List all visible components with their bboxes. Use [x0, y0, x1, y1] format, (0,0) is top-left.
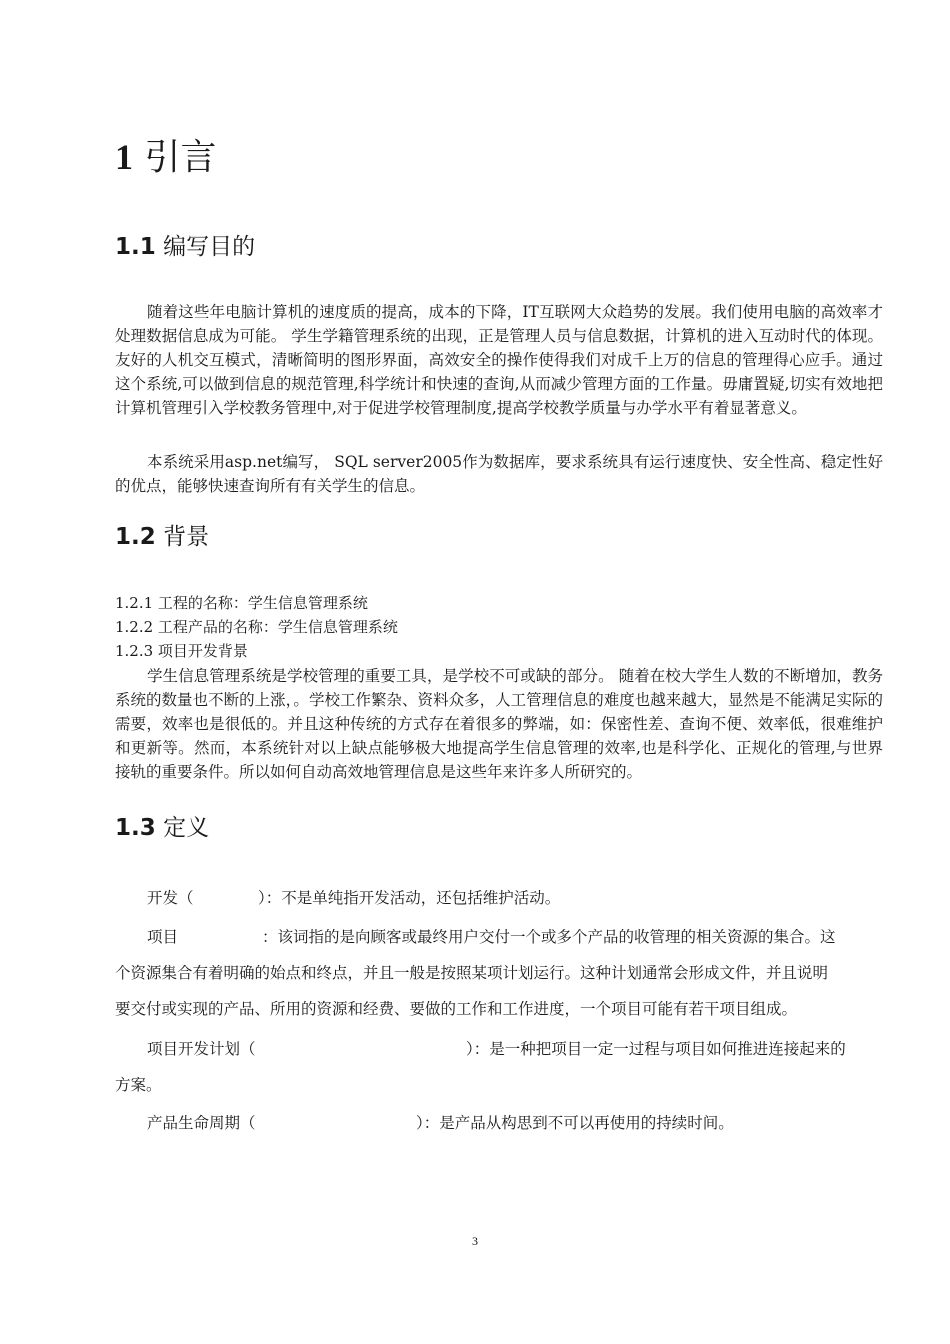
section-heading-1-1	[115, 232, 255, 262]
definition-text: 方案。	[115, 1076, 162, 1094]
chapter-heading	[115, 134, 216, 181]
section-number: 1.3	[115, 815, 156, 841]
section-title: 背景	[163, 524, 210, 550]
definition-term: 开发（	[147, 889, 194, 907]
definition-text: 要交付或实现的产品、所用的资源和经费、要做的工作和工作进度，一个项目可能有若干项目组成。	[115, 1000, 798, 1018]
chapter-title: 引言	[144, 137, 217, 178]
definition-text: ）：是产品从构思到不可以再使用的持续时间。	[416, 1114, 734, 1132]
paragraph-system-tech: 本系统采用asp.net编写， SQL server2005作为数据库，要求系统具有运行速度快、安全性高、稳定性好的优点，能够快速查询所有有关学生的信息。	[115, 453, 883, 495]
paragraph-background: 学生信息管理系统是学校管理的重要工具，是学校不可或缺的部分。 随着在校大学生人数的不断增加，教务系统的数量也不断的上涨，。学校工作繁杂、资料众多，人工管理信息的难度也越来越大，显然是不能满足实际的需要，效率也是很低的。并且这种传统的方式存在着很多的弊端，如：保密性差、查询不便、效率低，很难维护和更新等。然而，本系统针对以上缺点能够极大地提高学生信息管理的效率,也是科学化、正规化的管理,与世界接轨的重要条件。所以如何自动高效地管理信息是这些年来许多人所研究的。	[115, 667, 883, 781]
definition-term: 项目	[147, 928, 179, 946]
list-item: 1.2.1 工程的名称：学生信息管理系统	[115, 594, 368, 612]
definition-term: 产品生命周期（	[147, 1114, 256, 1132]
section-number: 1.2	[115, 524, 156, 550]
definition-text: ）：不是单纯指开发活动，还包括维护活动。	[258, 889, 561, 907]
section-heading-1-3	[115, 813, 209, 843]
list-item: 1.2.2 工程产品的名称：学生信息管理系统	[115, 618, 398, 636]
definition-text: ）：是一种把项目一定一过程与项目如何推进连接起来的	[466, 1040, 846, 1058]
paragraph-purpose: 随着这些年电脑计算机的速度质的提高，成本的下降，IT互联网大众趋势的发展。我们使用电脑的高效率才处理数据信息成为可能。 学生学籍管理系统的出现，正是管理人员与信息数据，计算机的进入互动时代的体现。友好的人机交互模式，清晰简明的图形界面，高效安全的操作使得我们对成千上万的信息的管理得心应手。通过这个系统,可以做到信息的规范管理,科学统计和快速的查询,从而减少管理方面的工作量。毋庸置疑,切实有效地把计算机管理引入学校教务管理中,对于促进学校管理制度,提高学校教学质量与办学水平有着显著意义。	[115, 303, 883, 417]
section-number: 1.1	[115, 234, 156, 260]
definition-text: 个资源集合有着明确的始点和终点，并且一般是按照某项计划运行。这种计划通常会形成文件，并且说明	[115, 964, 829, 982]
page-number: 3	[472, 1234, 478, 1248]
section-title: 定义	[163, 815, 210, 841]
definition-term: 项目开发计划（	[147, 1040, 256, 1058]
definition-text: ：该词指的是向顾客或最终用户交付一个或多个产品的收管理的相关资源的集合。这	[262, 928, 836, 946]
list-item: 1.2.3 项目开发背景	[115, 642, 248, 660]
section-heading-1-2	[115, 522, 209, 552]
section-title: 编写目的	[163, 234, 256, 260]
chapter-number: 1	[115, 137, 133, 177]
